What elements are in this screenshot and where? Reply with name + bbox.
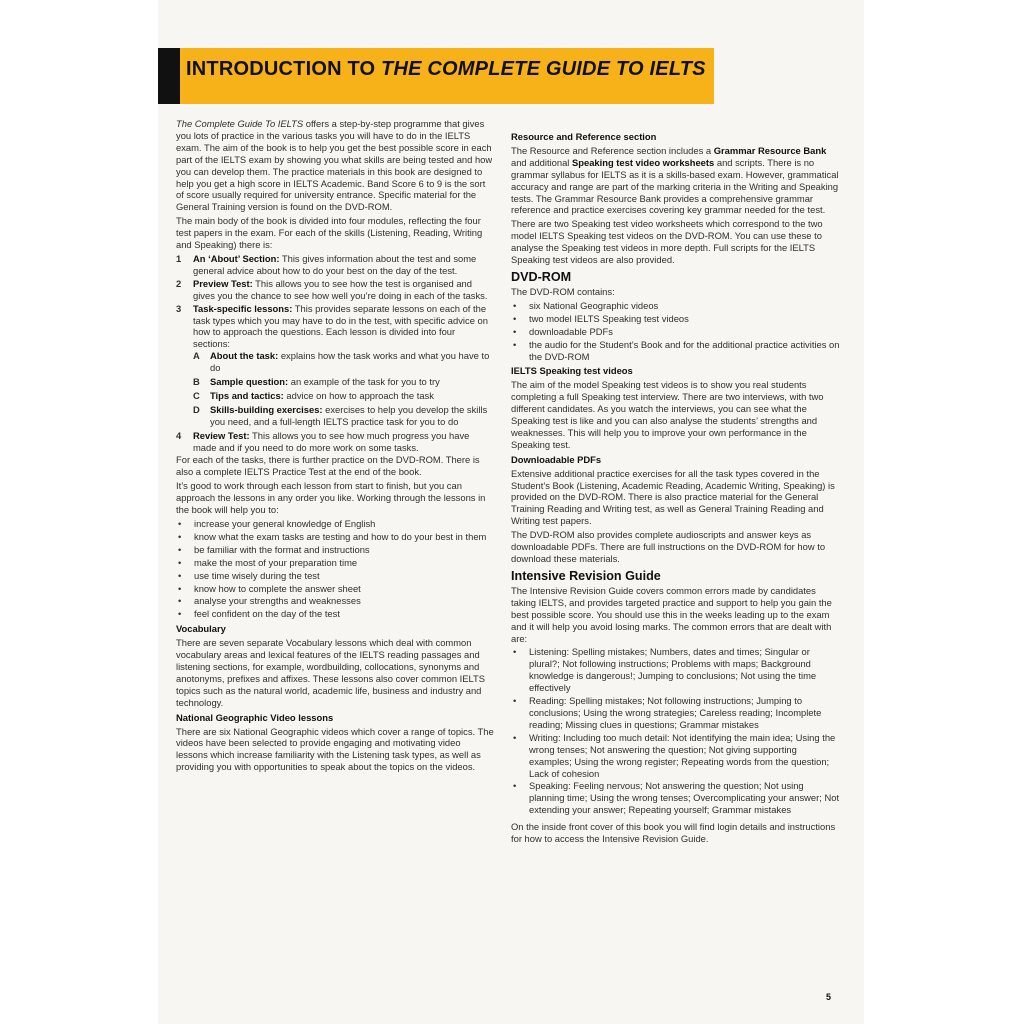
benefit-item: • increase your general knowledge of English — [176, 518, 494, 530]
modules-intro: The main body of the book is divided into four modules, reflecting the four test papers in the exam. For each of the skills (Listening, Reading, Writing and Speaking) there is: — [176, 215, 483, 251]
title-banner-edge — [158, 48, 180, 104]
benefit-list — [176, 518, 494, 620]
further-practice-paragraph: For each of the tasks, there is further practice on the DVD-ROM. There is also a complete IELTS Practice Test at the end of the book. — [176, 454, 480, 478]
lesson-section-list — [193, 350, 494, 427]
lesson-section-item: D Skills-building exercises: exercises to help you develop the skills you need, and a full-length IELTS practice task for you to do — [193, 403, 488, 427]
errors-list — [511, 646, 841, 816]
error-item: • Speaking: Feeling nervous; Not answering the question; Not using planning time; Using the wrong tenses; Overcomplicating your answer; Not extending your answer; Repeating yourself; Grammar mistakes — [511, 780, 841, 816]
error-item: • Reading: Spelling mistakes; Not following instructions; Jumping to conclusions; Using the wrong strategies; Careless reading; Incomplete reading; Missing clues in questions; Grammar mistakes — [511, 695, 841, 731]
benefit-item: • know what the exam tasks are testing and how to do your best in them — [176, 531, 494, 543]
right-column — [511, 128, 841, 847]
dvd-item: • six National Geographic videos — [511, 300, 841, 312]
benefit-item: • make the most of your preparation time — [176, 557, 494, 569]
benefit-item: • know how to complete the answer sheet — [176, 583, 494, 595]
book-title-em: The Complete Guide To IELTS — [176, 118, 304, 129]
lesson-section-item: B Sample question: an example of the task for you to try — [193, 376, 440, 388]
title-part-1: INTRODUCTION TO — [186, 58, 382, 80]
pdf-paragraph-1: Extensive additional practice exercises for all the task types covered in the Student’s Book (Listening, Academic Reading, Academic Writing, Speaking) is provided on the DVD-ROM. There is also practice material for the General Training Reading and Writing test, as well as General Training Reading and Writing test papers. — [511, 467, 835, 527]
working-paragraph: It’s good to work through each lesson from start to finish, but you can approach the lessons in any order you like. Working through the lessons in the book will help you to: — [176, 480, 486, 516]
vocabulary-paragraph: There are seven separate Vocabulary lessons which deal with common vocabulary areas and lexical features of the IELTS reading passages and listening sections, for example, wordbuilding, collocations, synonyms and anotonyms, prefixes and affixes. These lessons also cover common IELTS topics such as the natural world, academic life, business and industry and technology. — [176, 637, 486, 708]
dvd-heading: DVD-ROM — [511, 269, 572, 284]
benefit-item: • use time wisely during the test — [176, 570, 494, 582]
left-column — [176, 118, 494, 775]
natgeo-paragraph: There are six National Geographic videos which cover a range of topics. The videos have been selected to provide engaging and motivating video lessons which increase familiarity with the Listening task types, as well as providing you with opportunities to speak about the topics on the videos. — [176, 725, 494, 773]
speaking-videos-heading: IELTS Speaking test videos — [511, 365, 633, 377]
module-list — [176, 253, 494, 454]
natgeo-heading: National Geographic Video lessons — [176, 711, 334, 723]
module-item: 1 An ‘About’ Section: This gives information about the test and some general advice about how to do your best on the day of the test. — [176, 252, 477, 276]
revision-paragraph: The Intensive Revision Guide covers common errors made by candidates taking IELTS, and provides targeted practice and support to help you gain the best possible score. You should use this in the weeks leading up to the exam and it will help you avoid losing marks. The common errors that are dealt with are: — [511, 584, 832, 644]
lesson-section-item: A About the task: explains how the task works and what you have to do — [193, 350, 490, 374]
lesson-section-item: C Tips and tactics: advice on how to approach the task — [193, 389, 434, 401]
page-title — [186, 58, 706, 81]
intro-paragraph — [176, 118, 494, 213]
module-item: 4 Review Test: This allows you to see how much progress you have made and if you need to do more work on some tasks. — [176, 429, 470, 453]
closing-paragraph: On the inside front cover of this book you will find login details and instructions for how to access the Intensive Revision Guide. — [511, 821, 836, 845]
benefit-item: • be familiar with the format and instructions — [176, 544, 494, 556]
page-number: 5 — [826, 992, 832, 1002]
benefit-item: • feel confident on the day of the test — [176, 608, 494, 620]
module-item: 2 Preview Test: This allows you to see how the test is organised and gives you the chance to see how well you’re doing in each of the tasks. — [176, 277, 488, 301]
dvd-intro: The DVD-ROM contains: — [511, 285, 615, 297]
title-part-2: THE COMPLETE GUIDE TO IELTS — [381, 58, 706, 80]
intro-text: offers a step-by-step programme that gives you lots of practice in the various tasks you will have to do in the IELTS exam. The aim of the book is to help you get the best possible score in each part of the IELTS exam by showing you what skills are being tested and how you can develop them. The practice materials in this book are designed to help you get a high score in IELTS Academic. Band Score 6 to 9 is the sort of score usually required for university entrance. Specific material for the General Training version is found on the DVD-ROM. — [176, 118, 493, 213]
dvd-item: • two model IELTS Speaking test videos — [511, 313, 841, 325]
error-item: • Listening: Spelling mistakes; Numbers, dates and times; Singular or plural?; Not following instructions; Problems with maps; Background knowledge is dangerous!; Jumping to conclusions; Not using the time effectively — [511, 646, 841, 694]
dvd-contents-list — [511, 300, 841, 363]
vocabulary-heading: Vocabulary — [176, 623, 226, 635]
dvd-item: • downloadable PDFs — [511, 326, 841, 338]
resource-paragraph: The Resource and Reference section includes a Grammar Resource Bank and additional Speaking test video worksheets and scripts. There is no grammar syllabus for IELTS as it is a skills-based exam. However, grammatical accuracy and range are part of the marking criteria in the Writing and Speaking tests. The Grammar Resource Bank provides a comprehensive grammar reference and practice exercises covering key grammar needed for the test. — [511, 144, 839, 216]
pdf-heading: Downloadable PDFs — [511, 453, 602, 465]
speaking-videos-paragraph: The aim of the model Speaking test videos is to show you real students completing a full Speaking test interview. There are two interviews, with two different candidates. As you watch the interviews, you can see what the Speaking test is like and you can also analyse the students’ strengths and weaknesses. This will help you to improve your own performance in the Speaking test. — [511, 379, 824, 450]
error-item: • Writing: Including too much detail: Not identifying the main idea; Using the wrong tenses; Not answering the question; Not giving supporting examples; Using the wrong register; Repeating words from the question; Lack of cohesion — [511, 732, 841, 780]
revision-heading: Intensive Revision Guide — [511, 568, 661, 583]
benefit-item: • analyse your strengths and weaknesses — [176, 595, 494, 607]
worksheets-paragraph: There are two Speaking test video worksheets which correspond to the two model IELTS Speaking test videos on the DVD-ROM. You can use these to analyse the Speaking test videos in more depth. Full scripts for the IELTS Speaking test videos are also provided. — [511, 218, 823, 266]
resource-heading: Resource and Reference section — [511, 131, 657, 142]
module-item: 3 Task-specific lessons: This provides separate lessons on each of the task types which you may have to do in the test, with specific advice on how to approach the questions. Each lesson is divided into four sections: A About the task: explains how the task works and what you have to do B Sample question: an example of the task for you to try C Tips and tactics: advice on how to approach the task D Skills-building exercises: exercises to help you develop the skills you need, and a full-length IELTS practice task for you to do — [176, 303, 494, 428]
pdf-paragraph-2: The DVD-ROM also provides complete audioscripts and answer keys as downloadable PDFs. There are full instructions on the DVD-ROM for how to download these materials. — [511, 529, 826, 564]
dvd-item: • the audio for the Student’s Book and for the additional practice activities on the DVD-ROM — [511, 339, 841, 363]
